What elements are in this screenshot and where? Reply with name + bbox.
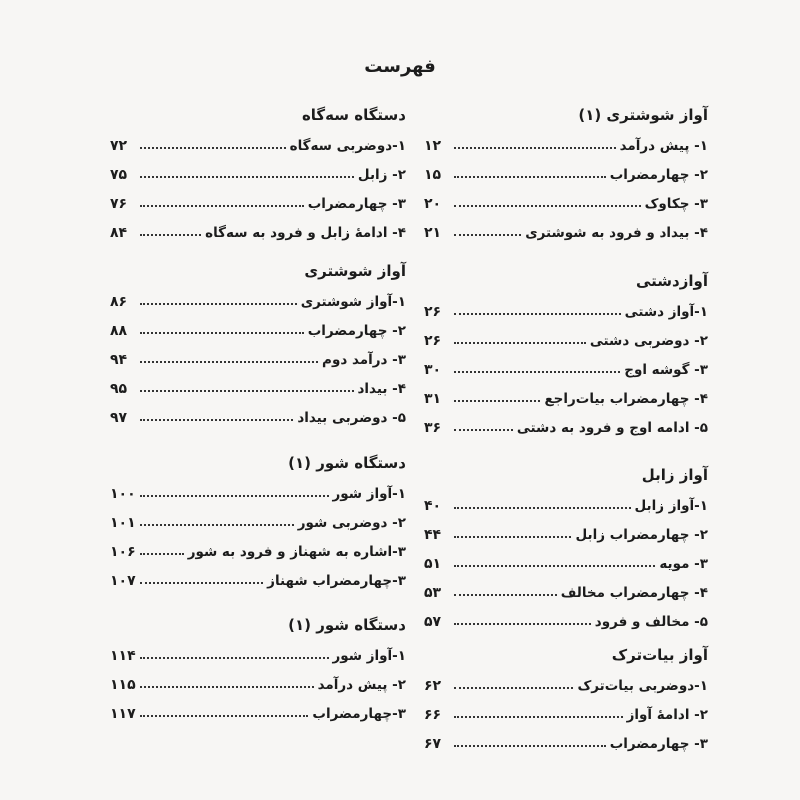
dot-leader [454,400,540,402]
toc-entry-page-number: ۵۳ [424,585,442,601]
toc-entry[interactable] [424,730,708,752]
toc-entry-label: ۴- چهارمضراب مخالف [560,585,708,601]
toc-entry[interactable] [110,642,406,664]
toc-entry-page-number: ۱۰۶ [110,544,136,560]
section-heading: دستگاه شور (۱) [288,616,406,634]
page-title: فهرست [364,56,436,77]
section-heading: آواز شوشتری [304,262,406,280]
dot-leader [454,429,513,431]
dot-leader [140,147,286,149]
dot-leader [454,623,591,625]
toc-entry-page-number: ۶۷ [424,736,442,752]
toc-entry-page-number: ۴۴ [424,527,442,543]
toc-entry[interactable] [110,161,406,183]
dot-leader [454,745,606,747]
toc-entry-label: ۲- دوضربی شور [297,515,406,531]
toc-entry[interactable] [110,480,406,502]
dot-leader [454,205,641,207]
dot-leader [454,565,655,567]
toc-entry-page-number: ۹۷ [110,410,128,426]
toc-entry-page-number: ۱۱۴ [110,648,136,664]
toc-entry-label: ۵- ادامه اوج و فرود به دشتی [516,420,708,436]
toc-entry-page-number: ۹۴ [110,352,128,368]
toc-entry[interactable] [110,671,406,693]
toc-entry-label: ۴- بیداد و فرود به شوشتری [525,225,708,241]
dot-leader [140,205,304,207]
toc-entry-page-number: ۸۴ [110,225,128,241]
toc-entry-page-number: ۶۶ [424,707,442,723]
toc-entry-page-number: ۱۲ [424,138,442,154]
toc-entry-page-number: ۱۰۷ [110,573,136,589]
toc-entry-page-number: ۵۷ [424,614,442,630]
dot-leader [140,582,263,584]
toc-entry-label: ۱-آواز دشتی [624,304,708,320]
toc-entry-label: ۲- چهارمضراب [609,167,708,183]
toc-entry-label: ۳- درآمد دوم [322,352,406,368]
toc-entry[interactable] [424,161,708,183]
dot-leader [140,390,354,392]
toc-entry-label: ۳- گوشه اوج [624,362,708,378]
toc-entry-label: ۳- مویه [659,556,708,572]
dot-leader [454,342,586,344]
toc-entry-page-number: ۳۶ [424,420,442,436]
dot-leader [140,715,308,717]
toc-entry[interactable] [424,219,708,241]
toc-entry-label: ۲- زابل [357,167,406,183]
toc-entry[interactable] [424,327,708,349]
section-heading: آوازدشتی [636,272,708,290]
dot-leader [454,176,606,178]
toc-entry[interactable] [424,414,708,436]
toc-entry-label: ۲- ادامهٔ آواز [626,707,708,723]
toc-entry-label: ۱-دوضربی سه‌گاه [289,138,406,154]
toc-entry[interactable] [110,509,406,531]
section-heading: دستگاه سه‌گاه [301,106,406,124]
toc-entry-page-number: ۷۶ [110,196,128,212]
toc-entry-label: ۱-آواز شوشتری [300,294,406,310]
toc-entry[interactable] [110,190,406,212]
section-heading: آواز زابل [641,466,708,484]
toc-entry-page-number: ۸۸ [110,323,128,339]
dot-leader [454,687,573,689]
toc-entry-label: ۱-آواز شور [332,648,406,664]
toc-entry[interactable] [110,346,406,368]
toc-entry-page-number: ۹۵ [110,381,128,397]
section-heading: آواز بیات‌ترک [611,646,708,664]
dot-leader [140,332,304,334]
toc-entry[interactable] [110,219,406,241]
toc-entry[interactable] [424,385,708,407]
toc-entry-label: ۱- پیش درآمد [619,138,708,154]
dot-leader [454,234,521,236]
dot-leader [454,371,620,373]
dot-leader [454,507,631,509]
toc-entry-page-number: ۷۲ [110,138,128,154]
toc-entry-page-number: ۱۰۰ [110,486,136,502]
toc-entry-page-number: ۵۱ [424,556,442,572]
dot-leader [454,536,571,538]
dot-leader [140,234,201,236]
toc-entry-page-number: ۱۵ [424,167,442,183]
toc-entry-label: ۱-دوضربی بیات‌ترک [577,678,708,694]
section-heading: دستگاه شور (۱) [288,454,406,472]
toc-entry[interactable] [110,538,406,560]
dot-leader [140,176,354,178]
toc-entry[interactable] [424,132,708,154]
dot-leader [454,716,623,718]
dot-leader [454,313,621,315]
toc-entry-label: ۱-آواز شور [332,486,406,502]
toc-entry[interactable] [110,700,406,722]
toc-entry-label: ۳- چکاوک [644,196,708,212]
toc-entry-label: ۲- چهارمضراب زابل [575,527,708,543]
toc-entry[interactable] [110,567,406,589]
toc-entry-label: ۳-اشاره به شهناز و فرود به شور [187,544,406,560]
toc-entry[interactable] [424,298,708,320]
toc-entry-page-number: ۲۱ [424,225,442,241]
toc-entry-label: ۲- چهارمضراب [307,323,406,339]
toc-entry[interactable] [424,190,708,212]
dot-leader [140,553,184,555]
toc-entry-page-number: ۱۱۷ [110,706,136,722]
toc-entry-page-number: ۲۶ [424,333,442,349]
toc-entry[interactable] [424,521,708,543]
toc-entry[interactable] [424,550,708,572]
toc-entry-label: ۴- ادامهٔ زابل و فرود به سه‌گاه [205,225,406,241]
toc-entry[interactable] [110,288,406,310]
dot-leader [140,686,314,688]
toc-entry[interactable] [424,701,708,723]
toc-entry-page-number: ۸۶ [110,294,128,310]
toc-entry-page-number: ۳۱ [424,391,442,407]
toc-entry-label: ۴- بیداد [357,381,406,397]
toc-entry-label: ۲- دوضربی دشتی [589,333,708,349]
toc-entry-label: ۲- پیش درآمد [317,677,406,693]
toc-entry-label: ۱-آواز زابل [634,498,708,514]
toc-entry-label: ۳- چهارمضراب [307,196,406,212]
toc-entry[interactable] [424,356,708,378]
dot-leader [140,524,294,526]
dot-leader [140,657,329,659]
dot-leader [140,361,318,363]
toc-entry-label: ۳-چهارمضراب شهناز [267,573,406,589]
toc-entry[interactable] [424,672,708,694]
toc-entry[interactable] [424,579,708,601]
toc-entry-label: ۳-چهارمضراب [312,706,406,722]
toc-entry-label: ۵- دوضربی بیداد [297,410,406,426]
toc-entry-label: ۴- چهارمضراب بیات‌راجع [544,391,708,407]
dot-leader [454,147,616,149]
toc-entry-page-number: ۳۰ [424,362,442,378]
toc-entry-label: ۵- مخالف و فرود [594,614,708,630]
section-heading: آواز شوشتری (۱) [578,106,708,124]
toc-entry-page-number: ۲۰ [424,196,442,212]
toc-entry[interactable] [424,608,708,630]
toc-entry[interactable] [424,492,708,514]
toc-entry[interactable] [110,317,406,339]
dot-leader [140,495,329,497]
toc-entry[interactable] [110,132,406,154]
toc-entry[interactable] [110,404,406,426]
toc-entry-page-number: ۴۰ [424,498,442,514]
toc-entry-page-number: ۱۰۱ [110,515,136,531]
dot-leader [454,594,557,596]
dot-leader [140,419,293,421]
dot-leader [140,303,297,305]
toc-entry-page-number: ۲۶ [424,304,442,320]
toc-entry-page-number: ۷۵ [110,167,128,183]
toc-entry-page-number: ۱۱۵ [110,677,136,693]
toc-entry[interactable] [110,375,406,397]
toc-entry-page-number: ۶۲ [424,678,442,694]
toc-entry-label: ۳- چهارمضراب [609,736,708,752]
